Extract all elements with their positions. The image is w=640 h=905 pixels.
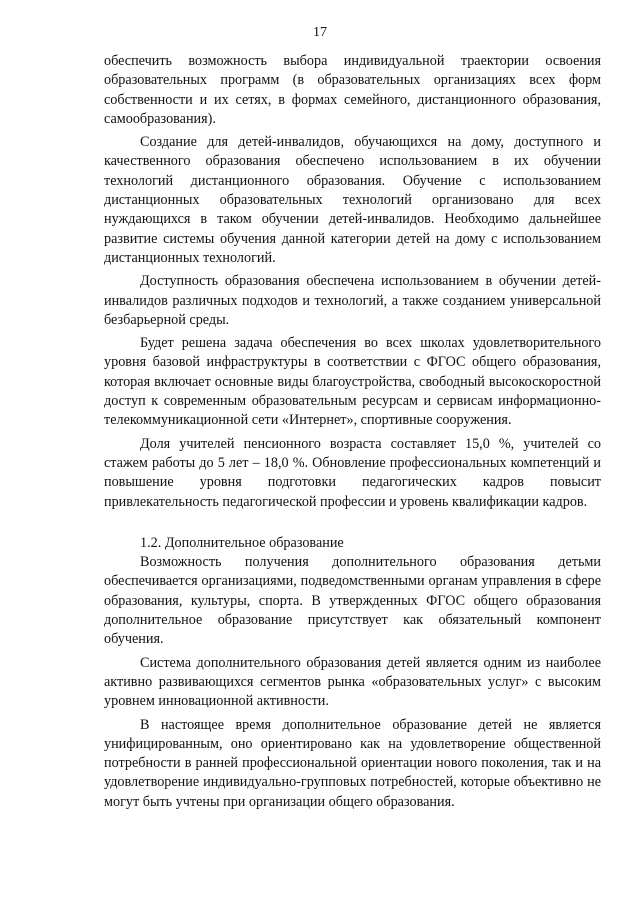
paragraph-additional-education-access: Возможность получения дополнительного образования детьми обеспечивается организациями, подведомственными органам управления в сфере образования, культуры, спорта. В утвержденных ФГОС общего образования дополнительное образование присутствует как обязательный компонент обучения. xyxy=(104,554,601,648)
paragraph-accessibility: Доступность образования обеспечена использованием в обучении детей-инвалидов различных подходов и технологий, а также созданием универсальной безбарьерной среды. xyxy=(104,273,601,328)
paragraph-infrastructure: Будет решена задача обеспечения во всех школах удовлетворительного уровня базовой инфраструктуры в соответствии с ФГОС общего образования, которая включает основные виды благоустройства, свободный высокоскоростной доступ к современным образовательным ресурсам и сервисам информационно-телекоммуникационной сети «Интернет», спортивные сооружения. xyxy=(104,335,601,429)
paragraph-additional-education-current: В настоящее время дополнительное образование детей не является унифицированным, оно ориентировано как на удовлетворение общественной потребности в ранней профессиональной ориентации нового поколения, так и на удовлетворение индивидуально-групповых потребностей, которые объективно не могут быть учтены при организации общего образования. xyxy=(104,716,601,810)
paragraph-teachers: Доля учителей пенсионного возраста составляет 15,0 %, учителей со стажем работы до 5 лет – 18,0 %. Обновление профессиональных компетенций и повышение уровня подготовки педагогических кадров повысит привлекательность педагогической профессии и уровень квалификации кадров. xyxy=(104,435,601,510)
page-number: 17 xyxy=(313,25,327,40)
paragraph-disabled-children-distance: Создание для детей-инвалидов, обучающихся на дому, доступного и качественного образования обеспечено использованием в их обучении технологий дистанционного образования. Обучение с использованием дистанционных образовательных технологий организовано для всех нуждающихся в таком обучении детей-инвалидов. Необходимо дальнейшее развитие системы обучения данной категории детей на дому с использованием дистанционных технологий. xyxy=(104,134,601,266)
section-heading: 1.2. Дополнительное образование xyxy=(140,534,344,551)
paragraph-additional-education-system: Система дополнительного образования детей является одним из наиболее активно развивающихся сегментов рынка «образовательных услуг» с высоким уровнем инновационной активности. xyxy=(104,654,601,710)
document-body xyxy=(104,52,601,812)
paragraph-trajectory: обеспечить возможность выбора индивидуальной траектории освоения образовательных программ (в образовательных организациях всех форм собственности и их сетях, в формах семейного, дистанционного образования, самообразования). xyxy=(104,53,601,127)
